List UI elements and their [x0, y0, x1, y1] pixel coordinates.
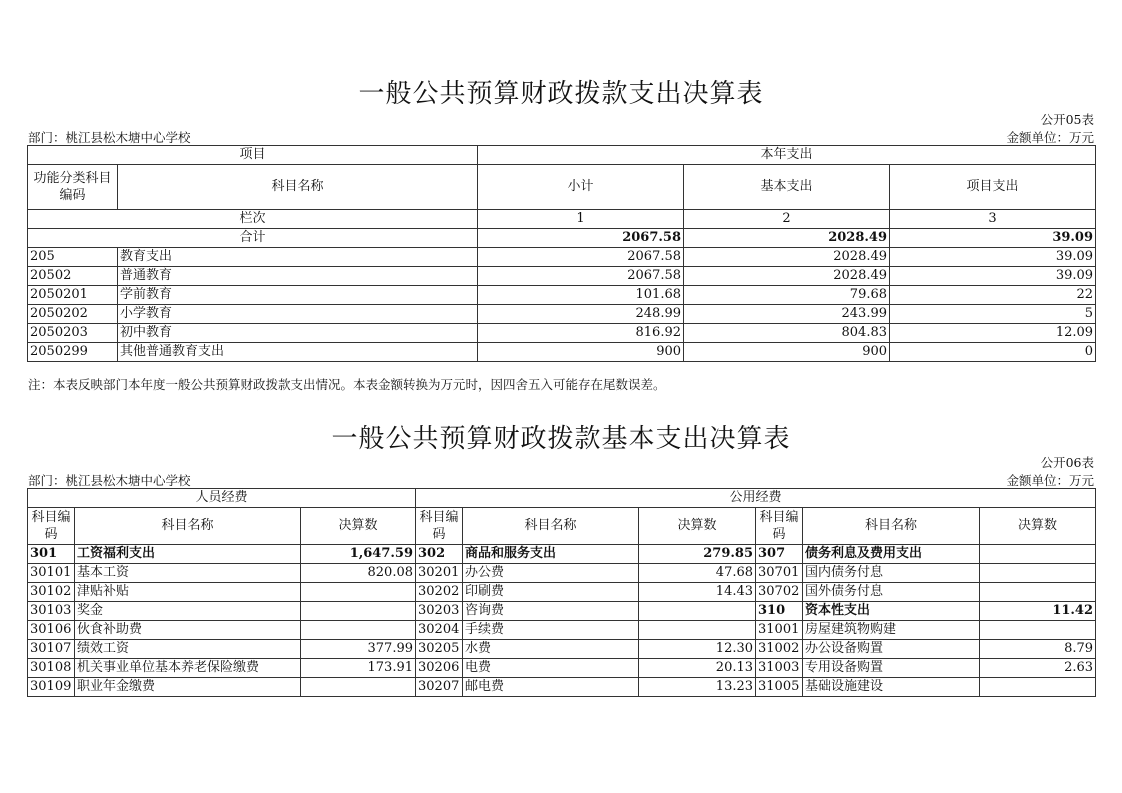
row-project: 22 [890, 286, 1096, 305]
code-cell: 307 [756, 545, 803, 564]
row-basic: 2028.49 [684, 267, 890, 286]
name-cell: 邮电费 [463, 678, 639, 697]
row-project: 0 [890, 343, 1096, 362]
code-cell: 30204 [416, 621, 463, 640]
total-basic: 2028.49 [684, 229, 890, 248]
name-cell: 国外债务付息 [803, 583, 980, 602]
table-row [28, 659, 1096, 678]
row-code: 2050202 [28, 305, 118, 324]
header-name-3: 科目名称 [803, 508, 980, 545]
code-cell: 31005 [756, 678, 803, 697]
row-basic: 79.68 [684, 286, 890, 305]
name-cell: 伙食补助费 [75, 621, 301, 640]
code-cell: 31002 [756, 640, 803, 659]
total-label: 合计 [28, 229, 478, 248]
table1-unit: 金额单位：万元 [1006, 130, 1094, 145]
amount-cell: 1,647.59 [301, 545, 416, 564]
name-cell: 债务利息及费用支出 [803, 545, 980, 564]
amount-cell [980, 564, 1096, 583]
row-project: 5 [890, 305, 1096, 324]
header-name-2: 科目名称 [463, 508, 639, 545]
header-name-1: 科目名称 [75, 508, 301, 545]
code-cell: 30702 [756, 583, 803, 602]
seq-label: 栏次 [28, 210, 478, 229]
amount-cell [980, 545, 1096, 564]
name-cell: 办公设备购置 [803, 640, 980, 659]
amount-cell: 13.23 [639, 678, 756, 697]
code-cell: 30207 [416, 678, 463, 697]
amount-cell [301, 678, 416, 697]
table-row [28, 545, 1096, 564]
row-name: 其他普通教育支出 [118, 343, 478, 362]
row-basic: 243.99 [684, 305, 890, 324]
row-code: 2050201 [28, 286, 118, 305]
name-cell: 津贴补贴 [75, 583, 301, 602]
header-personnel: 人员经费 [28, 489, 416, 508]
header-code-3: 科目编码 [756, 508, 803, 545]
amount-cell [639, 621, 756, 640]
code-cell: 30201 [416, 564, 463, 583]
header-amount-3: 决算数 [980, 508, 1096, 545]
seq-1: 1 [478, 210, 684, 229]
name-cell: 资本性支出 [803, 602, 980, 621]
code-cell: 302 [416, 545, 463, 564]
code-cell: 30206 [416, 659, 463, 678]
table-row [28, 267, 1096, 286]
table-row [28, 564, 1096, 583]
code-cell: 30106 [28, 621, 75, 640]
code-cell: 30202 [416, 583, 463, 602]
code-cell: 31001 [756, 621, 803, 640]
amount-cell: 2.63 [980, 659, 1096, 678]
amount-cell: 47.68 [639, 564, 756, 583]
table-row [28, 305, 1096, 324]
row-name: 教育支出 [118, 248, 478, 267]
row-subtotal: 101.68 [478, 286, 684, 305]
table-row [28, 343, 1096, 362]
code-cell: 310 [756, 602, 803, 621]
name-cell: 基础设施建设 [803, 678, 980, 697]
table-row [28, 286, 1096, 305]
header-basic: 基本支出 [684, 165, 890, 210]
name-cell: 基本工资 [75, 564, 301, 583]
table1-department: 部门：桃江县松木塘中心学校 [28, 130, 191, 145]
code-cell: 30109 [28, 678, 75, 697]
code-cell: 30102 [28, 583, 75, 602]
amount-cell [301, 602, 416, 621]
row-basic: 804.83 [684, 324, 890, 343]
row-subtotal: 2067.58 [478, 248, 684, 267]
amount-cell: 11.42 [980, 602, 1096, 621]
amount-cell [980, 621, 1096, 640]
header-subtotal: 小计 [478, 165, 684, 210]
table1-title: 一般公共预算财政拨款支出决算表 [358, 79, 764, 109]
table-row [28, 621, 1096, 640]
header-amount-2: 决算数 [639, 508, 756, 545]
header-code-1: 科目编码 [28, 508, 75, 545]
name-cell: 房屋建筑物购建 [803, 621, 980, 640]
header-project: 项目支出 [890, 165, 1096, 210]
name-cell: 绩效工资 [75, 640, 301, 659]
name-cell: 工资福利支出 [75, 545, 301, 564]
header-amount-1: 决算数 [301, 508, 416, 545]
name-cell: 咨询费 [463, 602, 639, 621]
row-basic: 2028.49 [684, 248, 890, 267]
table2-title: 一般公共预算财政拨款基本支出决算表 [331, 424, 791, 454]
table2-unit: 金额单位：万元 [1006, 473, 1094, 488]
row-code: 205 [28, 248, 118, 267]
code-cell: 301 [28, 545, 75, 564]
amount-cell: 14.43 [639, 583, 756, 602]
header-code-2: 科目编码 [416, 508, 463, 545]
name-cell: 水费 [463, 640, 639, 659]
row-code: 20502 [28, 267, 118, 286]
header-name: 科目名称 [118, 165, 478, 210]
code-cell: 30101 [28, 564, 75, 583]
row-subtotal: 248.99 [478, 305, 684, 324]
name-cell: 印刷费 [463, 583, 639, 602]
row-name: 小学教育 [118, 305, 478, 324]
amount-cell [301, 621, 416, 640]
amount-cell [980, 583, 1096, 602]
header-item: 项目 [28, 146, 478, 165]
row-code: 2050203 [28, 324, 118, 343]
seq-3: 3 [890, 210, 1096, 229]
name-cell: 手续费 [463, 621, 639, 640]
total-subtotal: 2067.58 [478, 229, 684, 248]
name-cell: 商品和服务支出 [463, 545, 639, 564]
table-row [28, 248, 1096, 267]
header-public: 公用经费 [416, 489, 1096, 508]
amount-cell [639, 602, 756, 621]
row-project: 12.09 [890, 324, 1096, 343]
table-row [28, 640, 1096, 659]
row-code: 2050299 [28, 343, 118, 362]
name-cell: 奖金 [75, 602, 301, 621]
row-basic: 900 [684, 343, 890, 362]
table2-code: 公开06表 [1040, 455, 1094, 470]
code-cell: 31003 [756, 659, 803, 678]
table1-note: 注：本表反映部门本年度一般公共预算财政拨款支出情况。本表金额转换为万元时，因四舍五入可能存在尾数误差。 [28, 377, 666, 392]
seq-2: 2 [684, 210, 890, 229]
header-current-year: 本年支出 [478, 146, 1096, 165]
row-project: 39.09 [890, 248, 1096, 267]
amount-cell: 820.08 [301, 564, 416, 583]
row-subtotal: 816.92 [478, 324, 684, 343]
amount-cell: 8.79 [980, 640, 1096, 659]
name-cell: 电费 [463, 659, 639, 678]
row-name: 初中教育 [118, 324, 478, 343]
amount-cell: 20.13 [639, 659, 756, 678]
table-row [28, 583, 1096, 602]
row-subtotal: 2067.58 [478, 267, 684, 286]
name-cell: 机关事业单位基本养老保险缴费 [75, 659, 301, 678]
table-row [28, 324, 1096, 343]
table-row [28, 602, 1096, 621]
table2-department: 部门：桃江县松木塘中心学校 [28, 473, 191, 488]
code-cell: 30107 [28, 640, 75, 659]
row-subtotal: 900 [478, 343, 684, 362]
header-code: 功能分类科目编码 [28, 165, 118, 210]
row-name: 学前教育 [118, 286, 478, 305]
name-cell: 办公费 [463, 564, 639, 583]
table1 [27, 145, 1096, 362]
table-row [28, 678, 1096, 697]
name-cell: 专用设备购置 [803, 659, 980, 678]
code-cell: 30108 [28, 659, 75, 678]
code-cell: 30103 [28, 602, 75, 621]
table1-code: 公开05表 [1040, 112, 1094, 127]
amount-cell: 279.85 [639, 545, 756, 564]
code-cell: 30701 [756, 564, 803, 583]
total-project: 39.09 [890, 229, 1096, 248]
amount-cell [301, 583, 416, 602]
name-cell: 职业年金缴费 [75, 678, 301, 697]
name-cell: 国内债务付息 [803, 564, 980, 583]
amount-cell: 173.91 [301, 659, 416, 678]
amount-cell: 377.99 [301, 640, 416, 659]
row-project: 39.09 [890, 267, 1096, 286]
code-cell: 30205 [416, 640, 463, 659]
code-cell: 30203 [416, 602, 463, 621]
amount-cell: 12.30 [639, 640, 756, 659]
table2 [27, 488, 1096, 697]
amount-cell [980, 678, 1096, 697]
row-name: 普通教育 [118, 267, 478, 286]
